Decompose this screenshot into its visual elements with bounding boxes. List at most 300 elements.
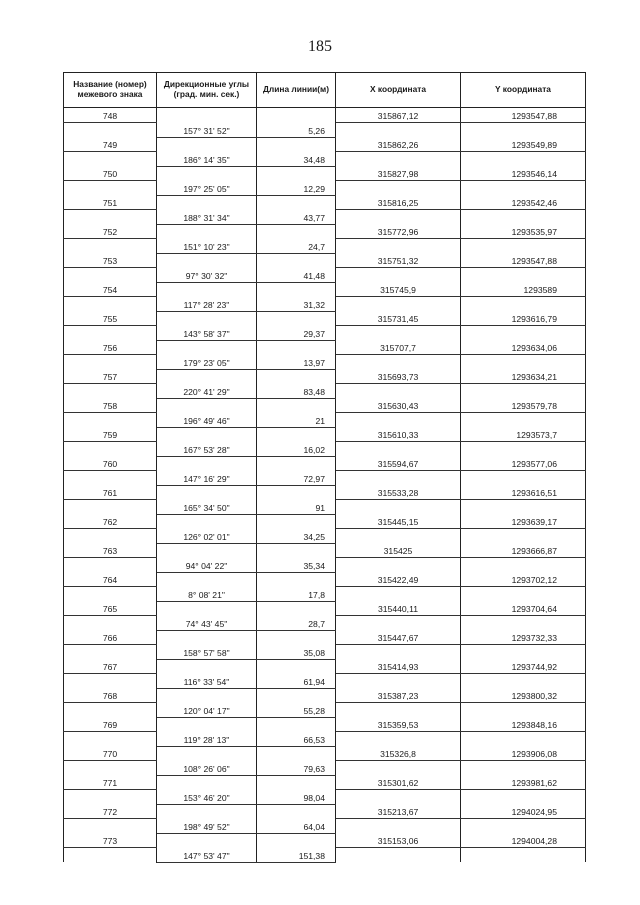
- line-length: 55,28: [257, 703, 336, 718]
- direction-angle: 158° 57' 58": [157, 645, 257, 660]
- table-row: [64, 688, 586, 703]
- direction-angle: 153° 46' 20": [157, 790, 257, 805]
- y-coordinate: [461, 761, 586, 776]
- x-coordinate: [336, 674, 461, 689]
- direction-angle: 179° 23' 05": [157, 355, 257, 370]
- table-row: [64, 253, 586, 268]
- x-coordinate: 315414,93: [336, 659, 461, 674]
- x-coordinate: 315772,96: [336, 224, 461, 239]
- mark-name: 766: [64, 630, 157, 645]
- line-length: 13,97: [257, 355, 336, 370]
- y-coordinate: [461, 181, 586, 196]
- angle-cell: [157, 775, 257, 790]
- mark-name: [64, 268, 157, 283]
- header-name: Название (номер) межевого знака: [64, 73, 157, 108]
- x-coordinate: 315213,67: [336, 804, 461, 819]
- x-coordinate: [336, 413, 461, 428]
- y-coordinate: [461, 558, 586, 573]
- angle-cell: [157, 224, 257, 239]
- line-length: 83,48: [257, 384, 336, 399]
- y-coordinate: 1293744,92: [461, 659, 586, 674]
- x-coordinate: [336, 645, 461, 660]
- table-row: [64, 529, 586, 544]
- table-row: [64, 616, 586, 631]
- x-coordinate: 315533,28: [336, 485, 461, 500]
- mark-name: 763: [64, 543, 157, 558]
- y-coordinate: [461, 123, 586, 138]
- length-cell: [257, 137, 336, 152]
- table-row: [64, 384, 586, 399]
- table-row: [64, 543, 586, 558]
- mark-name: [64, 616, 157, 631]
- x-coordinate: [336, 703, 461, 718]
- length-cell: [257, 746, 336, 761]
- table-row: [64, 137, 586, 152]
- y-coordinate: 1293589: [461, 282, 586, 297]
- x-coordinate: [336, 297, 461, 312]
- mark-name: [64, 558, 157, 573]
- mark-name: [64, 210, 157, 225]
- table-body: [64, 108, 586, 863]
- length-cell: [257, 195, 336, 210]
- angle-cell: [157, 108, 257, 123]
- length-cell: [257, 282, 336, 297]
- line-length: 61,94: [257, 674, 336, 689]
- angle-cell: [157, 601, 257, 616]
- length-cell: [257, 514, 336, 529]
- direction-angle: 108° 26' 06": [157, 761, 257, 776]
- direction-angle: 126° 02' 01": [157, 529, 257, 544]
- y-coordinate: 1293702,12: [461, 572, 586, 587]
- x-coordinate: 315862,26: [336, 137, 461, 152]
- x-coordinate: [336, 790, 461, 805]
- angle-cell: [157, 804, 257, 819]
- mark-name: 770: [64, 746, 157, 761]
- line-length: 72,97: [257, 471, 336, 486]
- x-coordinate: [336, 819, 461, 834]
- y-coordinate: 1293634,21: [461, 369, 586, 384]
- mark-name: [64, 848, 157, 863]
- x-coordinate: 315751,32: [336, 253, 461, 268]
- x-coordinate: 315445,15: [336, 514, 461, 529]
- mark-name: 760: [64, 456, 157, 471]
- y-coordinate: [461, 500, 586, 515]
- line-length: 79,63: [257, 761, 336, 776]
- mark-name: 771: [64, 775, 157, 790]
- table-row: [64, 732, 586, 747]
- length-cell: [257, 601, 336, 616]
- line-length: 17,8: [257, 587, 336, 602]
- mark-name: 754: [64, 282, 157, 297]
- line-length: 31,32: [257, 297, 336, 312]
- mark-name: 751: [64, 195, 157, 210]
- direction-angle: 198° 49' 52": [157, 819, 257, 834]
- x-coordinate: [336, 326, 461, 341]
- table-row: [64, 152, 586, 167]
- mark-name: [64, 471, 157, 486]
- line-length: 98,04: [257, 790, 336, 805]
- line-length: 35,34: [257, 558, 336, 573]
- y-coordinate: [461, 442, 586, 457]
- angle-cell: [157, 572, 257, 587]
- length-cell: [257, 717, 336, 732]
- y-coordinate: 1293800,32: [461, 688, 586, 703]
- line-length: 24,7: [257, 239, 336, 254]
- table-row: [64, 210, 586, 225]
- angle-cell: [157, 427, 257, 442]
- direction-angle: 220° 41' 29": [157, 384, 257, 399]
- table-row: [64, 224, 586, 239]
- length-cell: [257, 311, 336, 326]
- direction-angle: 97° 30' 32": [157, 268, 257, 283]
- x-coordinate: 315731,45: [336, 311, 461, 326]
- length-cell: [257, 485, 336, 500]
- x-coordinate: 315447,67: [336, 630, 461, 645]
- y-coordinate: [461, 529, 586, 544]
- length-cell: [257, 224, 336, 239]
- table-row: [64, 427, 586, 442]
- direction-angle: 119° 28' 13": [157, 732, 257, 747]
- mark-name: 769: [64, 717, 157, 732]
- x-coordinate: 315153,06: [336, 833, 461, 848]
- length-cell: [257, 688, 336, 703]
- table-row: [64, 326, 586, 341]
- x-coordinate: 315693,73: [336, 369, 461, 384]
- length-cell: [257, 340, 336, 355]
- mark-name: [64, 239, 157, 254]
- direction-angle: 157° 31' 52": [157, 123, 257, 138]
- y-coordinate: [461, 645, 586, 660]
- table-row: [64, 398, 586, 413]
- angle-cell: [157, 195, 257, 210]
- direction-angle: 196° 49' 46": [157, 413, 257, 428]
- x-coordinate: [336, 616, 461, 631]
- table-row: [64, 558, 586, 573]
- length-cell: [257, 427, 336, 442]
- y-coordinate: 1293704,64: [461, 601, 586, 616]
- mark-name: 773: [64, 833, 157, 848]
- y-coordinate: 1293616,79: [461, 311, 586, 326]
- line-length: 34,48: [257, 152, 336, 167]
- table-row: [64, 790, 586, 805]
- x-coordinate: 315387,23: [336, 688, 461, 703]
- mark-name: [64, 297, 157, 312]
- boundary-marks-table: [63, 72, 586, 863]
- y-coordinate: 1293549,89: [461, 137, 586, 152]
- table-header-row: [64, 73, 586, 108]
- x-coordinate: [336, 239, 461, 254]
- x-coordinate: [336, 181, 461, 196]
- line-length: 151,38: [257, 848, 336, 863]
- mark-name: [64, 674, 157, 689]
- x-coordinate: [336, 355, 461, 370]
- table-row: [64, 746, 586, 761]
- mark-name: [64, 123, 157, 138]
- angle-cell: [157, 543, 257, 558]
- table-row: [64, 123, 586, 138]
- direction-angle: 186° 14' 35": [157, 152, 257, 167]
- angle-cell: [157, 456, 257, 471]
- table-row: [64, 514, 586, 529]
- table-row: [64, 369, 586, 384]
- table-row: [64, 456, 586, 471]
- x-coordinate: [336, 471, 461, 486]
- x-coordinate: [336, 529, 461, 544]
- direction-angle: 147° 16' 29": [157, 471, 257, 486]
- direction-angle: 167° 53' 28": [157, 442, 257, 457]
- x-coordinate: [336, 732, 461, 747]
- y-coordinate: [461, 268, 586, 283]
- mark-name: [64, 355, 157, 370]
- y-coordinate: 1293639,17: [461, 514, 586, 529]
- mark-name: [64, 819, 157, 834]
- angle-cell: [157, 311, 257, 326]
- table-row: [64, 703, 586, 718]
- length-cell: [257, 572, 336, 587]
- y-coordinate: [461, 587, 586, 602]
- x-coordinate: 315440,11: [336, 601, 461, 616]
- x-coordinate: 315594,67: [336, 456, 461, 471]
- direction-angle: 74° 43' 45": [157, 616, 257, 631]
- line-length: 5,26: [257, 123, 336, 138]
- length-cell: [257, 630, 336, 645]
- table-row: [64, 268, 586, 283]
- angle-cell: [157, 514, 257, 529]
- line-length: 21: [257, 413, 336, 428]
- direction-angle: 188° 31' 34": [157, 210, 257, 225]
- direction-angle: 94° 04' 22": [157, 558, 257, 573]
- length-cell: [257, 833, 336, 848]
- line-length: 66,53: [257, 732, 336, 747]
- y-coordinate: 1294024,95: [461, 804, 586, 819]
- table-row: [64, 166, 586, 181]
- y-coordinate: [461, 210, 586, 225]
- table-row: [64, 819, 586, 834]
- table-row: [64, 645, 586, 660]
- y-coordinate: 1293547,88: [461, 108, 586, 123]
- angle-cell: [157, 833, 257, 848]
- angle-cell: [157, 340, 257, 355]
- x-coordinate: 315867,12: [336, 108, 461, 123]
- table-row: [64, 181, 586, 196]
- mark-name: 772: [64, 804, 157, 819]
- x-coordinate: [336, 210, 461, 225]
- mark-name: 768: [64, 688, 157, 703]
- y-coordinate: [461, 152, 586, 167]
- table-row: [64, 630, 586, 645]
- y-coordinate: 1293666,87: [461, 543, 586, 558]
- line-length: 12,29: [257, 181, 336, 196]
- x-coordinate: 315359,53: [336, 717, 461, 732]
- direction-angle: 120° 04' 17": [157, 703, 257, 718]
- direction-angle: 116° 33' 54": [157, 674, 257, 689]
- mark-name: 767: [64, 659, 157, 674]
- angle-cell: [157, 688, 257, 703]
- direction-angle: 8° 08' 21": [157, 587, 257, 602]
- y-coordinate: 1293573,7: [461, 427, 586, 442]
- line-length: 29,37: [257, 326, 336, 341]
- table-row: [64, 848, 586, 863]
- angle-cell: [157, 369, 257, 384]
- mark-name: [64, 587, 157, 602]
- mark-name: 753: [64, 253, 157, 268]
- y-coordinate: [461, 384, 586, 399]
- length-cell: [257, 456, 336, 471]
- length-cell: [257, 166, 336, 181]
- y-coordinate: 1293535,97: [461, 224, 586, 239]
- mark-name: [64, 529, 157, 544]
- mark-name: [64, 732, 157, 747]
- y-coordinate: [461, 703, 586, 718]
- x-coordinate: [336, 152, 461, 167]
- line-length: 64,04: [257, 819, 336, 834]
- x-coordinate: 315707,7: [336, 340, 461, 355]
- mark-name: [64, 152, 157, 167]
- angle-cell: [157, 282, 257, 297]
- x-coordinate: 315816,25: [336, 195, 461, 210]
- length-cell: [257, 369, 336, 384]
- length-cell: [257, 253, 336, 268]
- y-coordinate: 1294004,28: [461, 833, 586, 848]
- table-row: [64, 587, 586, 602]
- table-row: [64, 355, 586, 370]
- mark-name: [64, 413, 157, 428]
- y-coordinate: 1293848,16: [461, 717, 586, 732]
- angle-cell: [157, 746, 257, 761]
- x-coordinate: [336, 587, 461, 602]
- table-row: [64, 761, 586, 776]
- angle-cell: [157, 630, 257, 645]
- mark-name: 761: [64, 485, 157, 500]
- x-coordinate: 315422,49: [336, 572, 461, 587]
- mark-name: [64, 703, 157, 718]
- mark-name: 749: [64, 137, 157, 152]
- x-coordinate: 315301,62: [336, 775, 461, 790]
- x-coordinate: [336, 761, 461, 776]
- mark-name: [64, 384, 157, 399]
- direction-angle: 165° 34' 50": [157, 500, 257, 515]
- y-coordinate: [461, 297, 586, 312]
- x-coordinate: [336, 123, 461, 138]
- table-row: [64, 833, 586, 848]
- y-coordinate: 1293579,78: [461, 398, 586, 413]
- angle-cell: [157, 137, 257, 152]
- y-coordinate: 1293542,46: [461, 195, 586, 210]
- angle-cell: [157, 485, 257, 500]
- x-coordinate: [336, 384, 461, 399]
- direction-angle: 147° 53' 47": [157, 848, 257, 863]
- mark-name: 759: [64, 427, 157, 442]
- table-row: [64, 471, 586, 486]
- mark-name: 757: [64, 369, 157, 384]
- y-coordinate: [461, 732, 586, 747]
- y-coordinate: 1293981,62: [461, 775, 586, 790]
- length-cell: [257, 775, 336, 790]
- y-coordinate: [461, 819, 586, 834]
- length-cell: [257, 108, 336, 123]
- header-y: Y координата: [461, 73, 586, 108]
- y-coordinate: [461, 471, 586, 486]
- table-row: [64, 340, 586, 355]
- length-cell: [257, 804, 336, 819]
- length-cell: [257, 398, 336, 413]
- x-coordinate: [336, 848, 461, 863]
- y-coordinate: [461, 355, 586, 370]
- table-row: [64, 717, 586, 732]
- angle-cell: [157, 166, 257, 181]
- angle-cell: [157, 253, 257, 268]
- table-row: [64, 311, 586, 326]
- header-angle: Дирекционные углы (град. мин. сек.): [157, 73, 257, 108]
- table-row: [64, 108, 586, 123]
- line-length: 35,08: [257, 645, 336, 660]
- y-coordinate: [461, 848, 586, 863]
- y-coordinate: [461, 239, 586, 254]
- mark-name: 755: [64, 311, 157, 326]
- mark-name: 756: [64, 340, 157, 355]
- mark-name: 758: [64, 398, 157, 413]
- line-length: 34,25: [257, 529, 336, 544]
- table-row: [64, 442, 586, 457]
- x-coordinate: [336, 558, 461, 573]
- direction-angle: 117° 28' 23": [157, 297, 257, 312]
- y-coordinate: 1293732,33: [461, 630, 586, 645]
- table-row: [64, 659, 586, 674]
- length-cell: [257, 543, 336, 558]
- angle-cell: [157, 659, 257, 674]
- table-row: [64, 282, 586, 297]
- table-row: [64, 297, 586, 312]
- mark-name: [64, 761, 157, 776]
- mark-name: 762: [64, 514, 157, 529]
- mark-name: 764: [64, 572, 157, 587]
- y-coordinate: 1293616,51: [461, 485, 586, 500]
- mark-name: 765: [64, 601, 157, 616]
- length-cell: [257, 659, 336, 674]
- x-coordinate: [336, 500, 461, 515]
- mark-name: 752: [64, 224, 157, 239]
- line-length: 16,02: [257, 442, 336, 457]
- table-row: [64, 775, 586, 790]
- direction-angle: 143° 58' 37": [157, 326, 257, 341]
- x-coordinate: [336, 442, 461, 457]
- page-number: 185: [308, 38, 332, 55]
- x-coordinate: 315745,9: [336, 282, 461, 297]
- y-coordinate: 1293906,08: [461, 746, 586, 761]
- x-coordinate: 315827,98: [336, 166, 461, 181]
- line-length: 43,77: [257, 210, 336, 225]
- x-coordinate: [336, 268, 461, 283]
- direction-angle: 197° 25' 05": [157, 181, 257, 196]
- angle-cell: [157, 398, 257, 413]
- table-row: [64, 601, 586, 616]
- header-length: Длина линии(м): [257, 73, 336, 108]
- header-x: X координата: [336, 73, 461, 108]
- y-coordinate: [461, 413, 586, 428]
- x-coordinate: 315630,43: [336, 398, 461, 413]
- mark-name: 748: [64, 108, 157, 123]
- table-row: [64, 413, 586, 428]
- y-coordinate: [461, 616, 586, 631]
- line-length: 91: [257, 500, 336, 515]
- mark-name: 750: [64, 166, 157, 181]
- y-coordinate: 1293577,06: [461, 456, 586, 471]
- table-row: [64, 804, 586, 819]
- y-coordinate: 1293547,88: [461, 253, 586, 268]
- y-coordinate: [461, 674, 586, 689]
- y-coordinate: [461, 326, 586, 341]
- table-row: [64, 500, 586, 515]
